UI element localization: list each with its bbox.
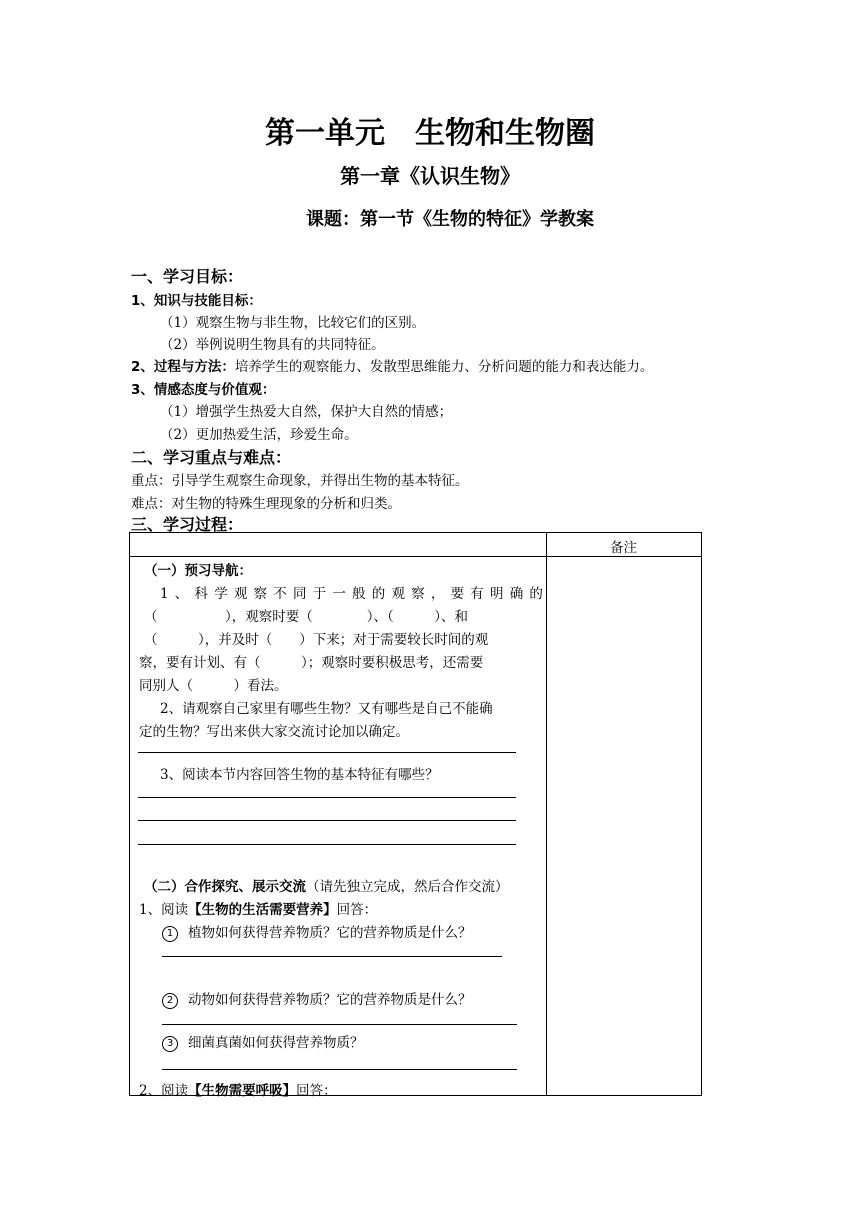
preview-heading: （一）预习导航： (144, 563, 252, 579)
explore-heading-row (144, 875, 509, 895)
q1-line-2: （ ），观察时要（ ）、（ ）、和 (144, 609, 468, 625)
knowledge-item-2: （2）举例说明生物具有的共同特征。 (160, 337, 385, 353)
q1-line-5: 同别人（ ）看法。 (139, 678, 288, 694)
read2-suffix: 回答： (296, 1083, 337, 1099)
knowledge-heading: 1、知识与技能目标： (131, 293, 262, 309)
sub-item-2 (162, 988, 472, 1009)
sub-item-3-text: 细菌真菌如何获得营养物质？ (188, 1035, 364, 1051)
q2-line-2: 定的生物？写出来供大家交流讨论加以确定。 (139, 724, 409, 740)
unit-title: 第一单元 生物和生物圈 (265, 116, 595, 151)
q3-answer-line-2 (138, 820, 516, 821)
circled-number-2: 2 (162, 993, 178, 1009)
circled-number-3: 3 (162, 1036, 178, 1052)
process-method-text: 培养学生的观察能力、发散型思维能力、分析问题的能力和表达能力。 (234, 359, 654, 375)
q1-line-1: 1、科学观察不同于一般的观察，要有明确的 (160, 586, 550, 602)
emotion-heading: 3、情感态度与价值观： (131, 382, 276, 398)
explore-heading: （二）合作探究、展示交流 (144, 879, 306, 895)
process-method-label: 2、过程与方法： (131, 359, 235, 375)
column-divider (546, 533, 547, 1095)
notes-column-header: 备注 (610, 540, 637, 556)
difficulty-text: 难点：对生物的特殊生理现象的分析和归类。 (131, 496, 401, 512)
q1-line-4: 察，要有计划、有（ ）；观察时要积极思考，还需要 (139, 655, 484, 671)
read2-row (139, 1079, 337, 1099)
q3-text: 3、阅读本节内容回答生物的基本特征有哪些？ (160, 767, 439, 783)
knowledge-item-1: （1）观察生物与非生物，比较它们的区别。 (160, 315, 426, 331)
header-row-divider (130, 556, 701, 557)
read2-prefix: 2、阅读 (139, 1083, 189, 1099)
read2-title: 【生物需要呼吸】 (188, 1083, 297, 1099)
process-heading: 三、学习过程： (131, 515, 244, 534)
sub-item-1-answer-line (162, 956, 502, 957)
focus-text: 重点：引导学生观察生命现象，并得出生物的基本特征。 (131, 473, 469, 489)
sub-item-2-text: 动物如何获得营养物质？它的营养物质是什么？ (188, 992, 472, 1008)
sub-item-2-answer-line (162, 1024, 517, 1025)
goals-heading: 一、学习目标： (131, 267, 244, 286)
process-method (131, 355, 653, 375)
lesson-title: 课题：第一节《生物的特征》学教案 (306, 209, 594, 230)
emotion-item-1: （1）增强学生热爱大自然，保护大自然的情感； (160, 404, 453, 420)
explore-note: （请先独立完成，然后合作交流） (306, 879, 509, 895)
read1-prefix: 1、阅读 (139, 902, 189, 918)
sub-item-1-text: 植物如何获得营养物质？它的营养物质是什么？ (188, 925, 472, 941)
chapter-title: 第一章《认识生物》 (340, 164, 520, 188)
sub-item-1 (162, 921, 472, 942)
learning-process-table (129, 532, 702, 1099)
keypoints-heading: 二、学习重点与难点： (131, 448, 292, 467)
read1-title: 【生物的生活需要营养】 (188, 902, 337, 918)
read1-row (139, 898, 377, 918)
q1-line-3: （ ），并及时（ ）下来；对于需要较长时间的观 (144, 632, 489, 648)
read1-suffix: 回答： (336, 902, 378, 918)
circled-number-1: 1 (162, 926, 178, 942)
sub-item-3 (162, 1031, 364, 1052)
q2-answer-line (138, 752, 516, 753)
emotion-item-2: （2）更加热爱生活，珍爱生命。 (160, 427, 358, 443)
q3-answer-line-3 (138, 844, 516, 845)
sub-item-3-answer-line (162, 1069, 517, 1070)
q3-answer-line-1 (138, 797, 516, 798)
q2-line-1: 2、请观察自己家里有哪些生物？又有哪些是自己不能确 (160, 701, 493, 717)
